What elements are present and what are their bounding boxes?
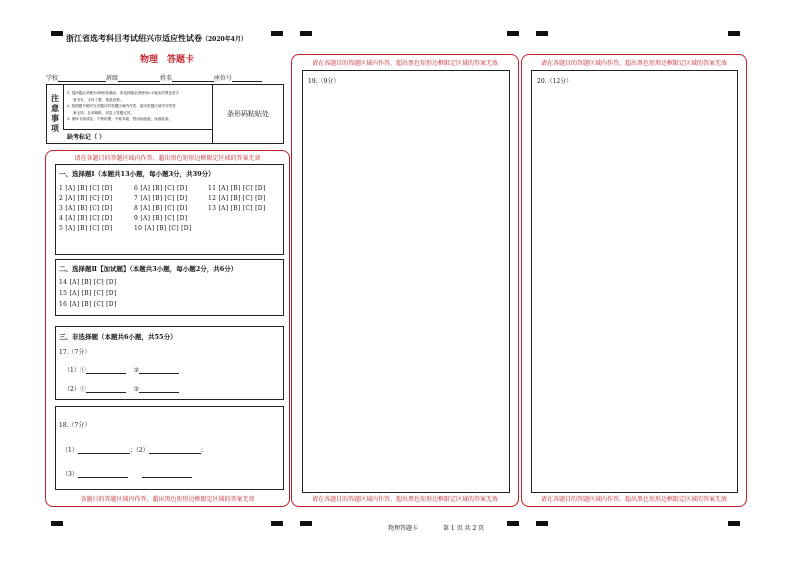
choice-row[interactable]: 16 [A] [B] [C] [D] bbox=[59, 301, 117, 308]
q19-box[interactable] bbox=[302, 70, 510, 493]
alignment-mark bbox=[507, 521, 519, 526]
notes-line: 案无效；在草稿纸、试卷上答题无效。 bbox=[73, 110, 135, 115]
school-field[interactable] bbox=[58, 74, 106, 82]
answer-blank[interactable] bbox=[86, 385, 126, 393]
barcode-area: 条形码粘贴处 bbox=[227, 110, 269, 118]
absent-mark[interactable]: 缺考标记（ ） bbox=[67, 134, 106, 141]
answer-blank[interactable] bbox=[78, 470, 128, 478]
choice-row[interactable]: 6 [A] [B] [C] [D] bbox=[134, 185, 188, 192]
section1-title: 一、选择题Ⅰ（本题共13小题，每小题3分，共39分） bbox=[59, 170, 215, 178]
seat-field[interactable] bbox=[232, 74, 262, 82]
choice-row[interactable]: 10 [A] [B] [C] [D] bbox=[134, 225, 192, 232]
q18-line1 bbox=[62, 445, 207, 454]
alignment-mark bbox=[728, 31, 740, 36]
exam-title bbox=[66, 33, 247, 44]
exam-date: （2020年4月） bbox=[202, 36, 247, 43]
notes-line: 2. 按照题号顺序在各题目的答题区域内作答，超出答题区域书写的答 bbox=[67, 104, 176, 108]
q20-box[interactable] bbox=[531, 70, 738, 493]
area-notice-bottom: 各题目的答题区域内作答，超出黑色矩形边框限定区域的答案无效 bbox=[80, 496, 255, 503]
alignment-mark bbox=[507, 31, 519, 36]
q18-3-label: （3） bbox=[62, 471, 78, 478]
choice-row[interactable]: 8 [A] [B] [C] [D] bbox=[134, 205, 188, 212]
area-notice: 请在各题目的答题区域内作答，超出黑色矩形边框限定区域的答案无效 bbox=[311, 60, 498, 67]
q17-line1 bbox=[64, 365, 179, 374]
section1-box bbox=[55, 164, 284, 255]
notes-line: 笔书写，字体工整，笔迹清楚。 bbox=[73, 97, 124, 102]
answer-area-left bbox=[45, 150, 290, 507]
choice-row[interactable]: 7 [A] [B] [C] [D] bbox=[134, 195, 188, 202]
section3-title: 三、非选择题（本题共6小题，共55分） bbox=[59, 333, 177, 341]
answer-blank[interactable] bbox=[142, 470, 192, 478]
notes-box bbox=[46, 84, 284, 144]
choice-row[interactable]: 4 [A] [B] [C] [D] bbox=[59, 215, 113, 222]
choice-row[interactable]: 2 [A] [B] [C] [D] bbox=[59, 195, 113, 202]
q19-label: 19.（9分） bbox=[308, 78, 340, 85]
alignment-mark bbox=[271, 521, 283, 526]
choice-row[interactable]: 12 [A] [B] [C] [D] bbox=[208, 195, 266, 202]
alignment-mark bbox=[536, 31, 548, 36]
q18-1-label: （1） bbox=[62, 447, 78, 454]
q17-2-2-label: ② bbox=[133, 386, 140, 393]
alignment-mark bbox=[300, 521, 312, 526]
choice-row[interactable]: 3 [A] [B] [C] [D] bbox=[59, 205, 113, 212]
choice-row[interactable]: 15 [A] [B] [C] [D] bbox=[59, 290, 117, 297]
info-class-label: 班级 bbox=[106, 75, 119, 82]
exam-title-text: 浙江省选考科目考试绍兴市适应性试卷 bbox=[66, 33, 202, 43]
choice-row[interactable]: 5 [A] [B] [C] [D] bbox=[59, 225, 113, 232]
notes-line: 3. 保持卡面清洁，不要折叠，不要弄破，禁用涂改液，涂改胶条。 bbox=[67, 117, 173, 121]
student-info-row bbox=[46, 73, 262, 82]
choice-row[interactable]: 11 [A] [B] [C] [D] bbox=[208, 185, 266, 192]
area-notice: 请在各题目的答题区域内作答，超出黑色矩形边框限定区域的答案无效 bbox=[540, 60, 727, 67]
choice-row[interactable]: 1 [A] [B] [C] [D] bbox=[59, 185, 113, 192]
area-notice: 请在各题目的答题区域内作答，超出黑色矩形边框限定区域的答案无效 bbox=[540, 496, 727, 503]
area-notice: 请在各题目的答题区域内作答，超出黑色矩形边框限定区域的答案无效 bbox=[74, 155, 261, 162]
footer-page: 第 1 页 共 2 页 bbox=[443, 525, 485, 532]
choice-row[interactable]: 9 [A] [B] [C] [D] bbox=[134, 215, 188, 222]
q17-label: 17.（7分） bbox=[59, 349, 91, 356]
q18-sep: ； bbox=[200, 447, 207, 454]
divider bbox=[63, 129, 212, 130]
choice-row[interactable]: 14 [A] [B] [C] [D] bbox=[59, 279, 117, 286]
answer-area-right bbox=[521, 54, 747, 507]
answer-blank[interactable] bbox=[139, 385, 179, 393]
q18-line2 bbox=[62, 469, 192, 478]
notes-line: 1. 选择题必须使用2B铅笔填涂；非选择题必须使用0.5毫米的黑色签字 bbox=[67, 91, 180, 95]
q17-line2 bbox=[64, 384, 179, 393]
alignment-mark bbox=[536, 521, 548, 526]
name-field[interactable] bbox=[172, 74, 214, 82]
q17-1-1-label: （1）① bbox=[64, 367, 86, 374]
answer-blank[interactable] bbox=[78, 446, 130, 454]
q18-box bbox=[55, 406, 284, 490]
section2-title: 二、选择题Ⅱ【加试题】（本题共3小题，每小题2分，共6分） bbox=[59, 265, 238, 273]
card-title: 物理 答题卡 bbox=[140, 55, 195, 65]
section2-box bbox=[55, 259, 284, 316]
notes-label: 注意事项 bbox=[51, 93, 59, 133]
q17-2-1-label: （2）① bbox=[64, 386, 86, 393]
class-field[interactable] bbox=[118, 74, 160, 82]
alignment-mark bbox=[271, 31, 283, 36]
info-school-label: 学校 bbox=[46, 75, 59, 82]
choice-row[interactable]: 13 [A] [B] [C] [D] bbox=[208, 205, 266, 212]
answer-area-middle bbox=[291, 54, 519, 507]
answer-blank[interactable] bbox=[86, 366, 126, 374]
info-name-label: 姓名 bbox=[160, 75, 173, 82]
q18-label: 18.（7分） bbox=[59, 422, 91, 429]
notes-text bbox=[67, 90, 211, 123]
info-seat-label: 座位号 bbox=[214, 75, 233, 82]
answer-blank[interactable] bbox=[139, 366, 179, 374]
alignment-mark bbox=[300, 31, 312, 36]
q18-2-label: ；（2） bbox=[129, 447, 149, 454]
alignment-mark bbox=[728, 521, 740, 526]
footer-card-name: 物理答题卡 bbox=[388, 525, 419, 532]
q20-label: 20.（12分） bbox=[537, 78, 573, 85]
answer-blank[interactable] bbox=[149, 446, 201, 454]
alignment-mark bbox=[51, 31, 63, 36]
q17-1-2-label: ② bbox=[133, 367, 140, 374]
alignment-mark bbox=[51, 521, 63, 526]
divider bbox=[63, 85, 64, 129]
section3-box bbox=[55, 326, 284, 400]
area-notice: 请在各题目的答题区域内作答，超出黑色矩形边框限定区域的答案无效 bbox=[311, 496, 498, 503]
